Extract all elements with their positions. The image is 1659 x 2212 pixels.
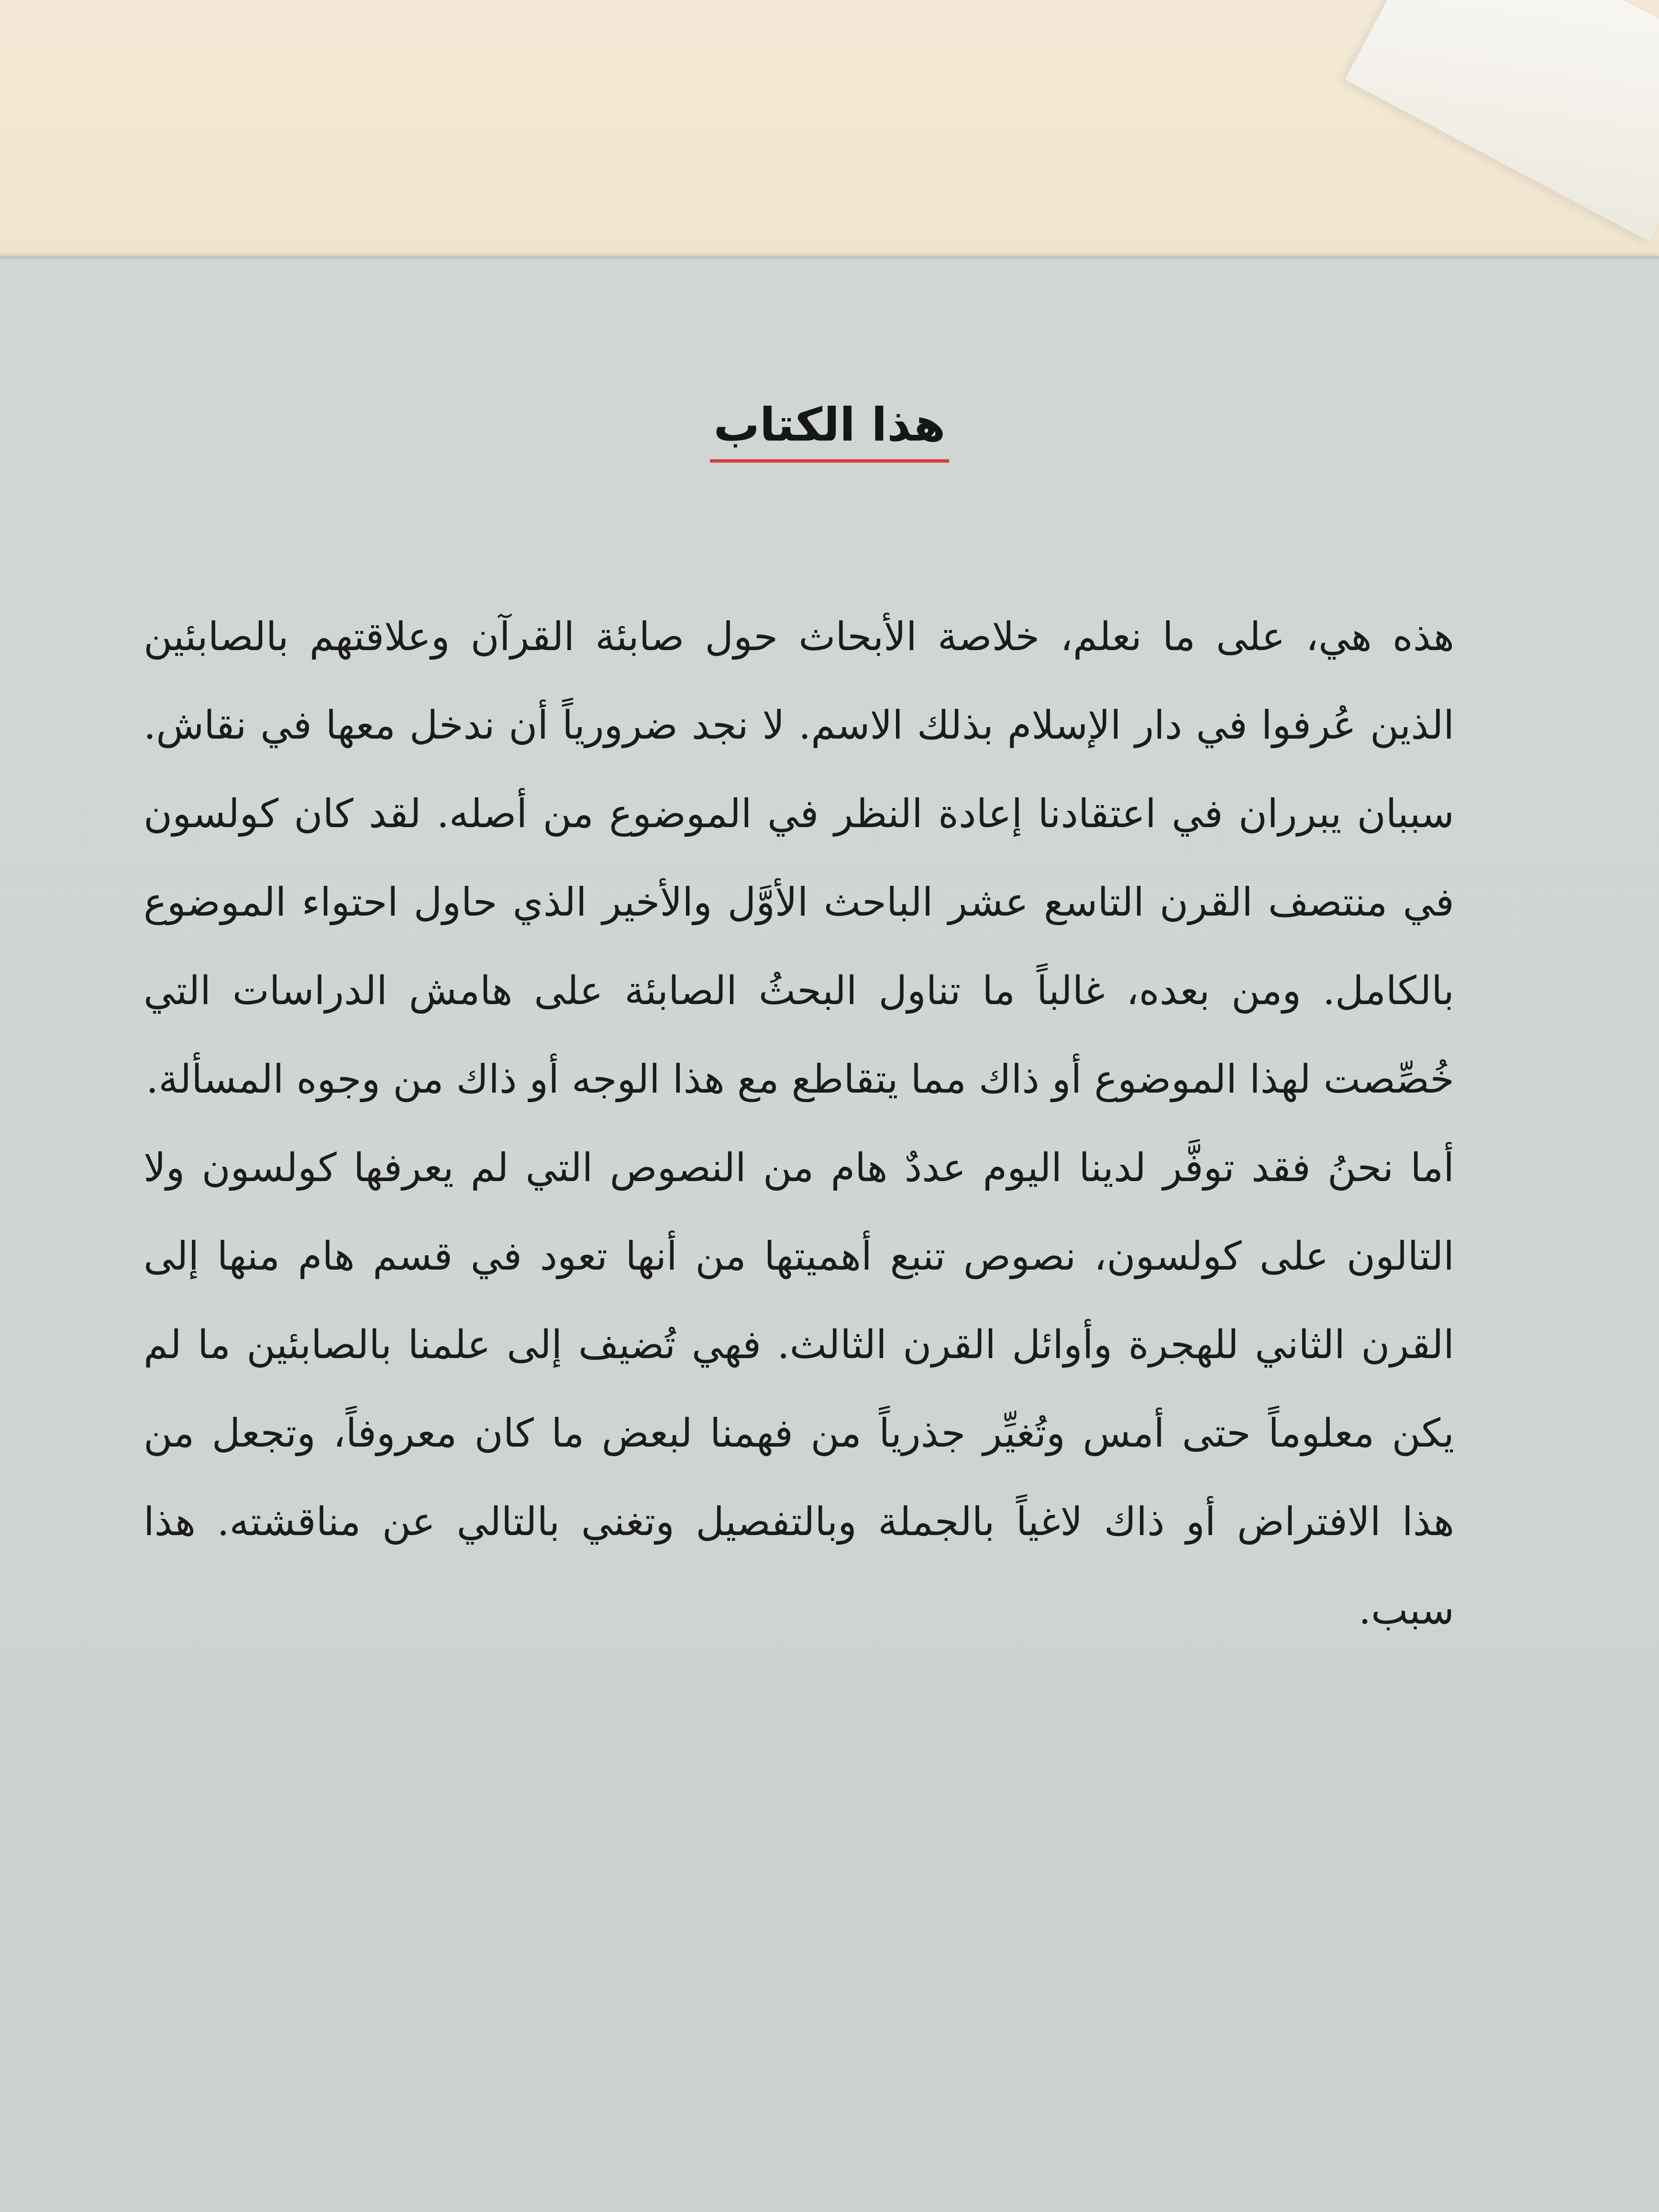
blurb-text bbox=[144, 593, 1454, 1655]
heading-container bbox=[0, 398, 1659, 463]
book-back-cover bbox=[0, 256, 1659, 2212]
blurb-paragraph-1: هذه هي، على ما نعلم، خلاصة الأبحاث حول صابئة القرآن وعلاقتهم بالصابئين الذين عُرفوا في دار الإسلام بذلك الاسم. لا نجد ضرورياً أن ندخل معها في نقاش. سببان يبرران في اعتقادنا إعادة النظر في الموضوع من أصله. لقد كان كولسون في منتصف القرن التاسع عشر الباحث الأوَّل والأخير الذي حاول احتواء الموضوع بالكامل. ومن بعده، غالباً ما تناول البحثُ الصابئة على هامش الدراسات التي خُصِّصت لهذا الموضوع أو ذاك مما يتقاطع مع هذا الوجه أو ذاك من وجوه المسألة. bbox=[144, 614, 1454, 1102]
blurb-paragraph-2: أما نحنُ فقد توفَّر لدينا اليوم عددٌ هام من النصوص التي لم يعرفها كولسون ولا التالون على كولسون، نصوص تنبع أهميتها من أنها تعود في قسم هام منها إلى القرن الثاني للهجرة وأوائل القرن الثالث. فهي تُضيف إلى علمنا بالصابئين ما لم يكن معلوماً حتى أمس وتُغيِّر جذرياً من فهمنا لبعض ما كان معروفاً، وتجعل من هذا الافتراض أو ذاك لاغياً بالجملة وبالتفصيل وتغني بالتالي عن مناقشته. هذا سبب. bbox=[144, 1145, 1454, 1633]
cover-heading: هذا الكتاب bbox=[710, 398, 950, 463]
